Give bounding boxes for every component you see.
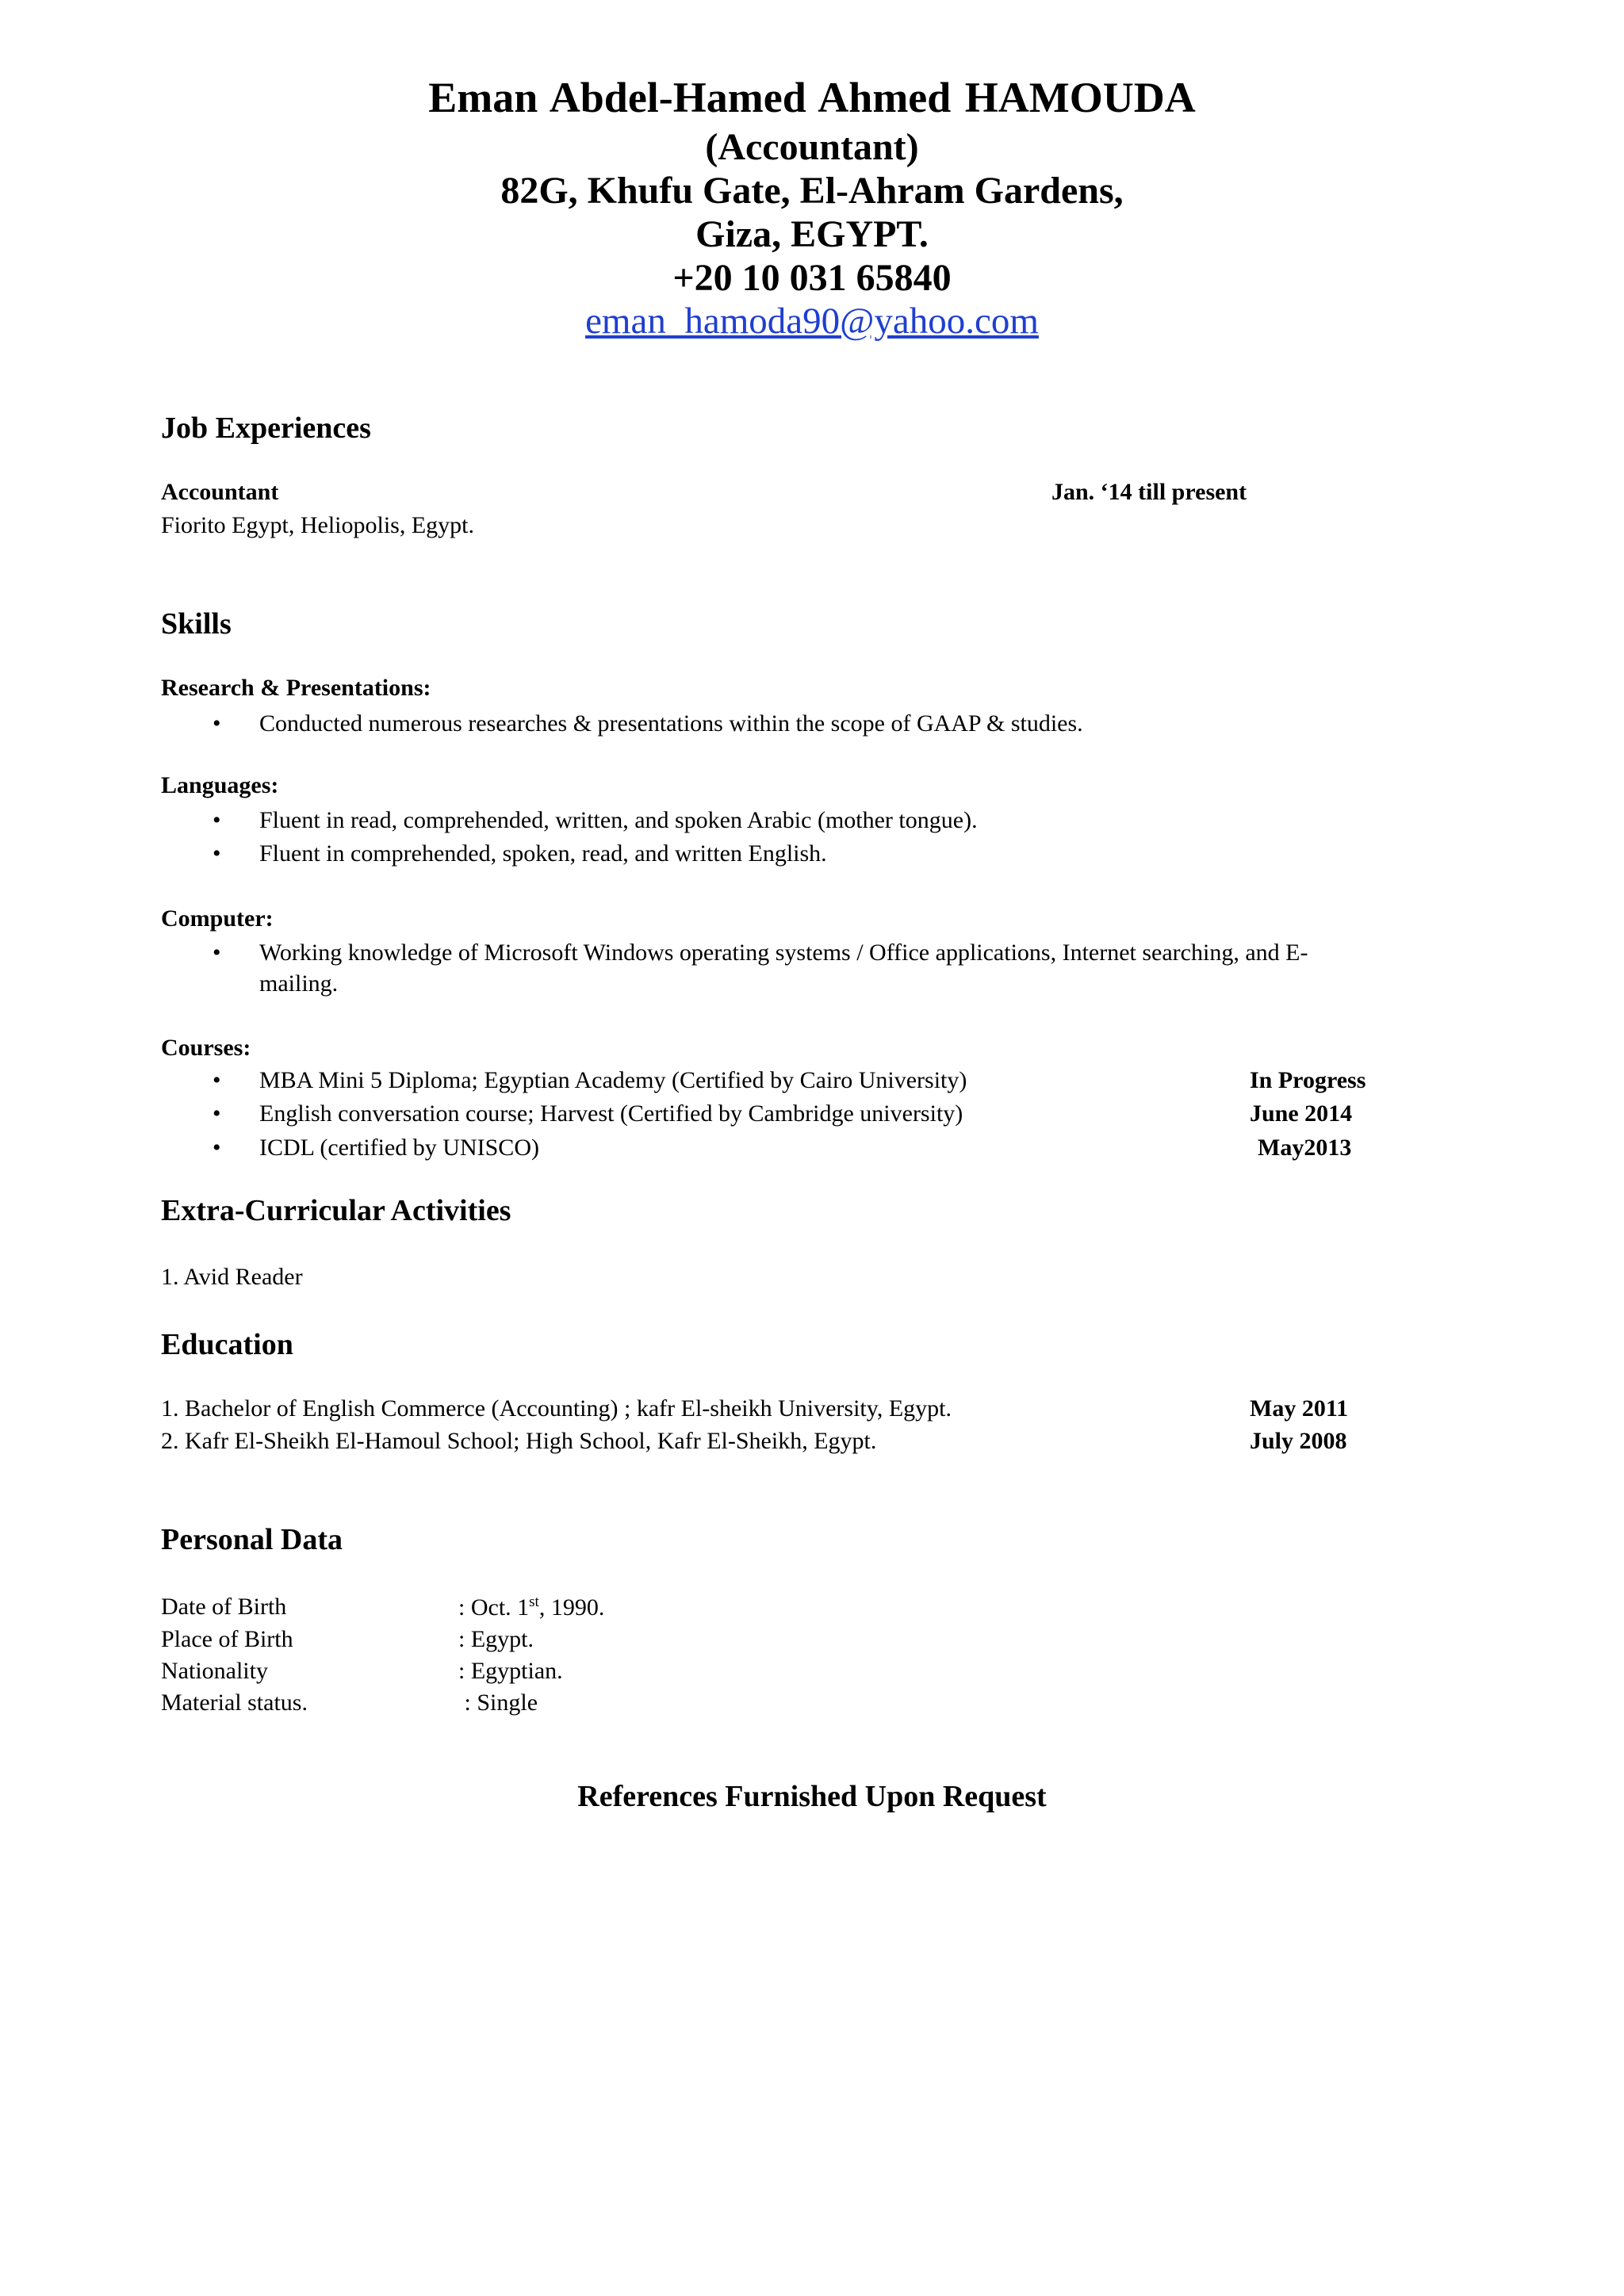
course-name: English conversation course; Harvest (Certified by Cambridge university) <box>259 1100 963 1127</box>
computer-item-line-1: Working knowledge of Microsoft Windows operating systems / Office applications, Internet searching, and E- <box>259 939 1308 966</box>
job-role: Accountant <box>161 479 279 505</box>
research-heading: Research & Presentations: <box>161 675 431 701</box>
bullet-icon: • <box>213 939 221 966</box>
bullet-icon: • <box>213 1100 221 1127</box>
personal-value: : Egyptian. <box>458 1658 563 1684</box>
education-item: 2. Kafr El-Sheikh El-Hamoul School; High School, Kafr El-Sheikh, Egypt. <box>161 1428 877 1454</box>
applicant-title: (Accountant) <box>705 126 919 168</box>
job-company: Fiorito Egypt, Heliopolis, Egypt. <box>161 512 474 538</box>
course-status: June 2014 <box>1250 1100 1353 1127</box>
education-date: May 2011 <box>1250 1395 1349 1422</box>
bullet-icon: • <box>213 840 221 867</box>
personal-value: : Egypt. <box>458 1626 534 1652</box>
course-status: May2013 <box>1258 1135 1352 1161</box>
language-item: Fluent in read, comprehended, written, and spoken Arabic (mother tongue). <box>259 807 978 833</box>
language-item: Fluent in comprehended, spoken, read, and written English. <box>259 840 827 867</box>
personal-label: Place of Birth <box>161 1626 293 1652</box>
bullet-icon: • <box>213 710 221 737</box>
computer-heading: Computer: <box>161 905 274 932</box>
address-line-1: 82G, Khufu Gate, El-Ahram Gardens, <box>500 170 1124 212</box>
education-date: July 2008 <box>1250 1428 1347 1454</box>
personal-label: Nationality <box>161 1658 268 1684</box>
personal-value: : Oct. 1st, 1990. <box>458 1594 605 1621</box>
courses-heading: Courses: <box>161 1035 251 1061</box>
phone-number: +20 10 031 65840 <box>672 257 952 299</box>
personal-label: Material status. <box>161 1689 308 1716</box>
bullet-icon: • <box>213 1067 221 1093</box>
education-heading: Education <box>161 1328 293 1361</box>
bullet-icon: • <box>213 807 221 833</box>
research-item: Conducted numerous researches & presentations within the scope of GAAP & studies. <box>259 710 1083 737</box>
references-note: References Furnished Upon Request <box>577 1780 1047 1813</box>
languages-heading: Languages: <box>161 772 279 798</box>
activities-heading: Extra-Curricular Activities <box>161 1194 511 1227</box>
email-link[interactable]: eman_hamoda90@yahoo.com <box>585 300 1039 342</box>
personal-data-heading: Personal Data <box>161 1523 343 1556</box>
skills-heading: Skills <box>161 607 232 641</box>
education-item: 1. Bachelor of English Commerce (Accounting) ; kafr El-sheikh University, Egypt. <box>161 1395 952 1422</box>
activity-item: 1. Avid Reader <box>161 1264 303 1290</box>
course-name: MBA Mini 5 Diploma; Egyptian Academy (Certified by Cairo University) <box>259 1067 967 1093</box>
job-experiences-heading: Job Experiences <box>161 411 371 445</box>
job-period: Jan. ‘14 till present <box>1051 479 1247 505</box>
personal-value: : Single <box>458 1689 538 1716</box>
bullet-icon: • <box>213 1135 221 1161</box>
course-status: In Progress <box>1250 1067 1366 1093</box>
personal-label: Date of Birth <box>161 1594 287 1620</box>
applicant-name: Eman Abdel-Hamed Ahmed HAMOUDA <box>428 74 1196 121</box>
course-name: ICDL (certified by UNISCO) <box>259 1135 539 1161</box>
address-line-2: Giza, EGYPT. <box>695 213 929 255</box>
computer-item-line-2: mailing. <box>259 970 339 997</box>
